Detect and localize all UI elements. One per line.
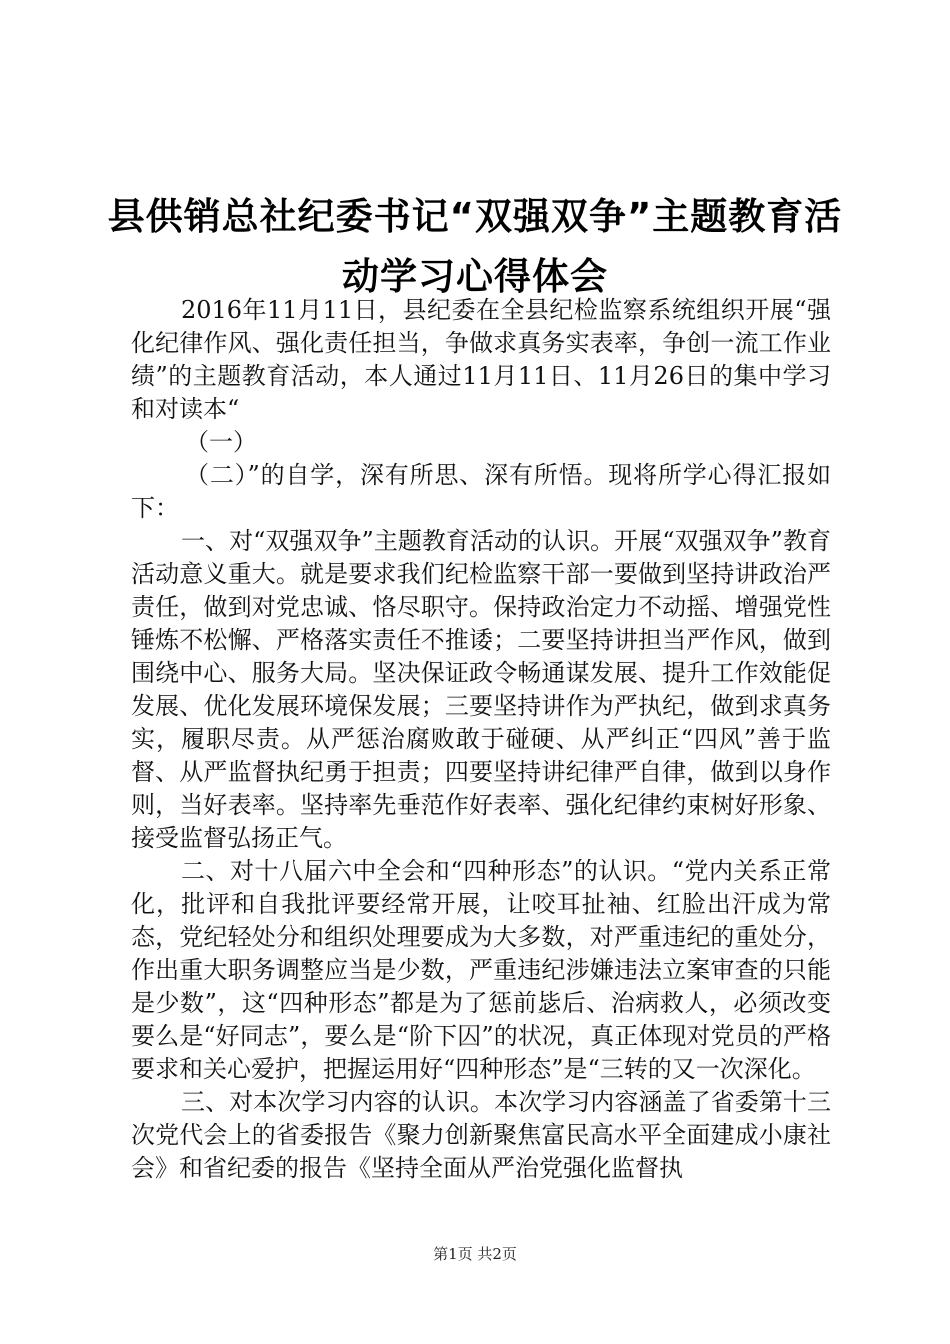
paragraph-intro: 2016年11月11日，县纪委在全县纪检监察系统组织开展“强化纪律作风、强化责任担当，争做求真务实表率，争创一流工作业绩”的主题教育活动，本人通过11月11日、11月26日的集中学习和对读本“ xyxy=(131,296,831,423)
document-title-line-1: 县供销总社纪委书记“双强双争”主题教育活 xyxy=(107,195,843,238)
paragraph-item-1: （一） xyxy=(185,428,257,456)
paragraph-section-3: 三、对本次学习内容的认识。本次学习内容涵盖了省委第十三次党代会上的省委报告《聚力创新聚焦富民高水平全面建成小康社会》和省纪委的报告《坚持全面从严治党强化监督执 xyxy=(131,1088,831,1182)
document-body xyxy=(131,294,831,1185)
document-title-line-2: 动学习心得体会 xyxy=(342,255,608,298)
paragraph-section-1: 一、对“双强双争”主题教育活动的认识。开展“双强双争”教育活动意义重大。就是要求我们纪检监察干部一要做到坚持讲政治严责任，做到对党忠诚、恪尽职守。保持政治定力不动摇、增强党性锤炼不松懈、严格落实责任不推诿；二要坚持讲担当严作风，做到围绕中心、服务大局。坚决保证政令畅通谋发展、提升工作效能促发展、优化发展环境保发展；三要坚持讲作为严执纪，做到求真务实，履职尽责。从严惩治腐败敢于碰硬、从严纠正“四风”善于监督、从严监督执纪勇于担责；四要坚持讲纪律严自律，做到以身作则，当好表率。坚持率先垂范作好表率、强化纪律约束树好形象、接受监督弘扬正气。 xyxy=(131,527,831,852)
paragraph-item-2: （二）”的自学，深有所思、深有所悟。现将所学心得汇报如下： xyxy=(131,461,831,522)
paragraph-section-2: 二、对十八届六中全会和“四种形态”的认识。“党内关系正常化，批评和自我批评要经常开展，让咬耳扯袖、红脸出汗成为常态，党纪轻处分和组织处理要成为大多数，对严重违纪的重处分，作出重大职务调整应当是少数，严重违纪涉嫌违法立案审查的只能是少数”，这“四种形态”都是为了惩前毖后、治病救人，必须改变要么是“好同志”，要么是“阶下囚”的状况，真正体现对党员的严格要求和关心爱护，把握运用好“四种形态”是“三转的又一次深化。 xyxy=(131,857,831,1083)
page-footer: 第1页 共2页 xyxy=(433,1245,517,1263)
